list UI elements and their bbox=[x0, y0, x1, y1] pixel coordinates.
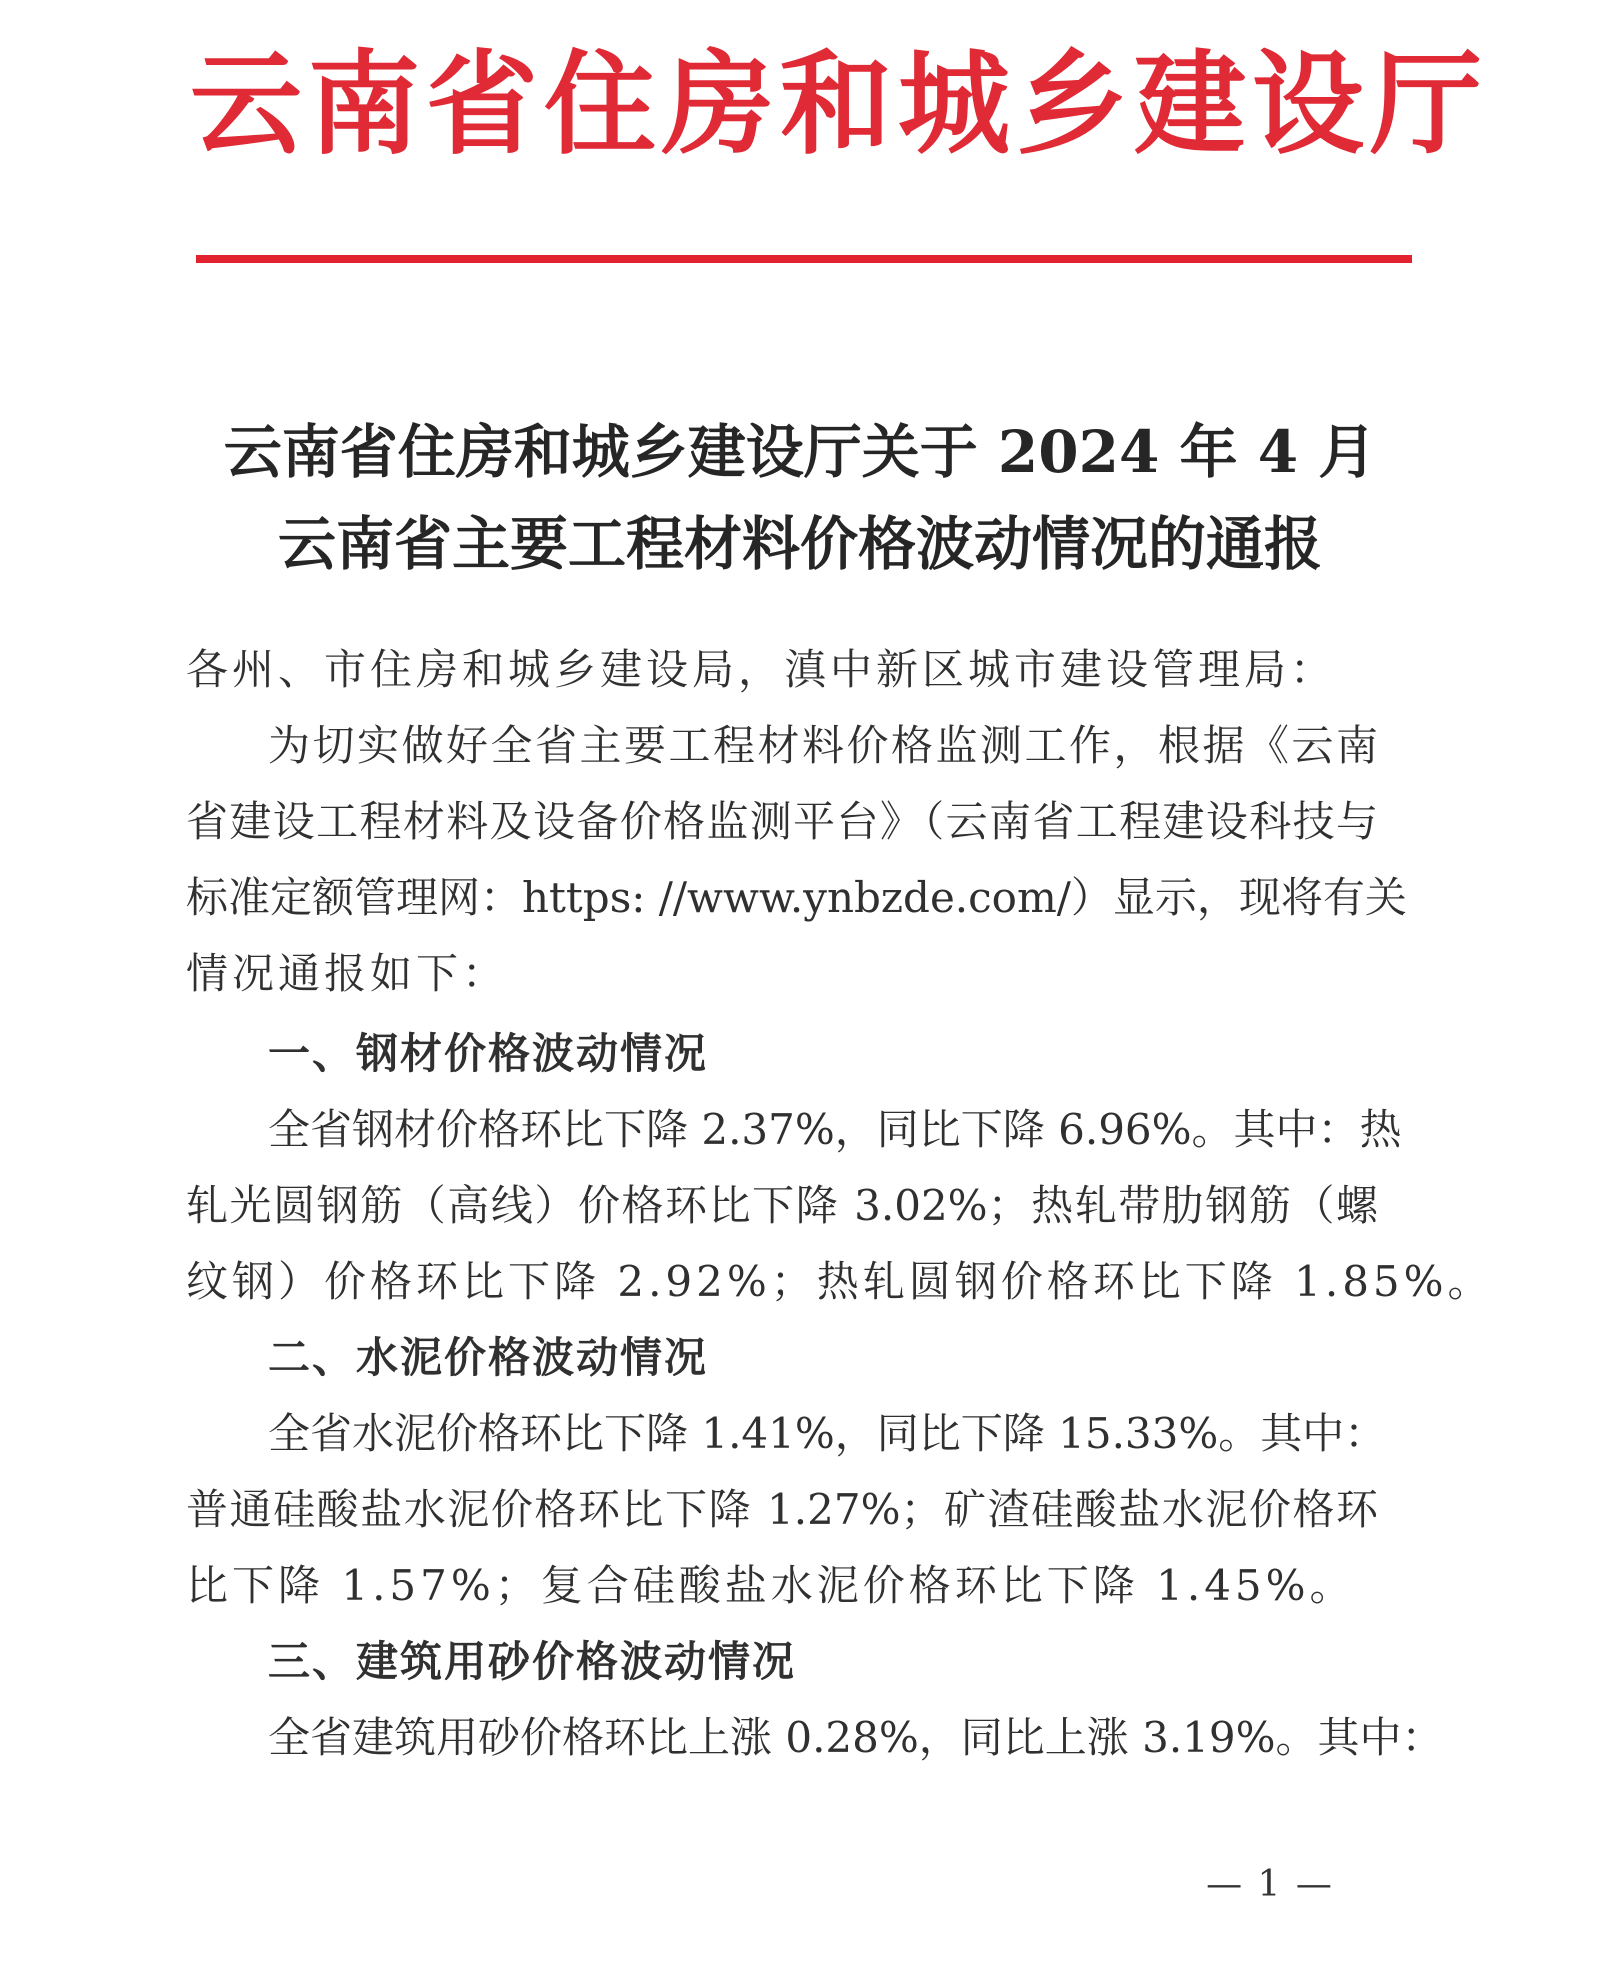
intro-line: 为切实做好全省主要工程材料价格监测工作，根据《云南 bbox=[268, 721, 1378, 770]
section-line: 纹钢）价格环比下降 2.92%；热轧圆钢价格环比下降 1.85%。 bbox=[186, 1257, 1494, 1306]
section-line: 比下降 1.57%；复合硅酸盐水泥价格环比下降 1.45%。 bbox=[186, 1561, 1356, 1610]
intro-line: 省建设工程材料及设备价格监测平台》（云南省工程建设科技与 bbox=[186, 797, 1378, 846]
document-title-line-2: 云南省主要工程材料价格波动情况的通报 bbox=[277, 510, 1322, 578]
red-header-rule bbox=[196, 255, 1412, 263]
issuing-organization-header: 云南省住房和城乡建设厅 bbox=[190, 39, 1488, 170]
salutation: 各州、市住房和城乡建设局，滇中新区城市建设管理局： bbox=[186, 645, 1337, 694]
section-line: 全省建筑用砂价格环比上涨 0.28%，同比上涨 3.19%。其中： bbox=[268, 1713, 1444, 1762]
section-line: 普通硅酸盐水泥价格环比下降 1.27%；矿渣硅酸盐水泥价格环 bbox=[186, 1485, 1378, 1534]
intro-line: 情况通报如下： bbox=[186, 949, 509, 998]
document-title-line-1: 云南省住房和城乡建设厅关于 2024 年 4 月 bbox=[223, 418, 1377, 486]
section-heading-sand: 三、建筑用砂价格波动情况 bbox=[268, 1637, 797, 1686]
section-heading-steel: 一、钢材价格波动情况 bbox=[268, 1029, 709, 1078]
section-line: 全省水泥价格环比下降 1.41%，同比下降 15.33%。其中： bbox=[268, 1409, 1387, 1458]
page-number: — 1 — bbox=[1206, 1864, 1334, 1905]
intro-line: 标准定额管理网：https: //www.ynbzde.com/）显示，现将有关 bbox=[186, 873, 1407, 922]
section-line: 轧光圆钢筋（高线）价格环比下降 3.02%；热轧带肋钢筋（螺 bbox=[186, 1181, 1378, 1230]
section-heading-cement: 二、水泥价格波动情况 bbox=[268, 1333, 709, 1382]
section-line: 全省钢材价格环比下降 2.37%，同比下降 6.96%。其中：热 bbox=[268, 1105, 1402, 1154]
